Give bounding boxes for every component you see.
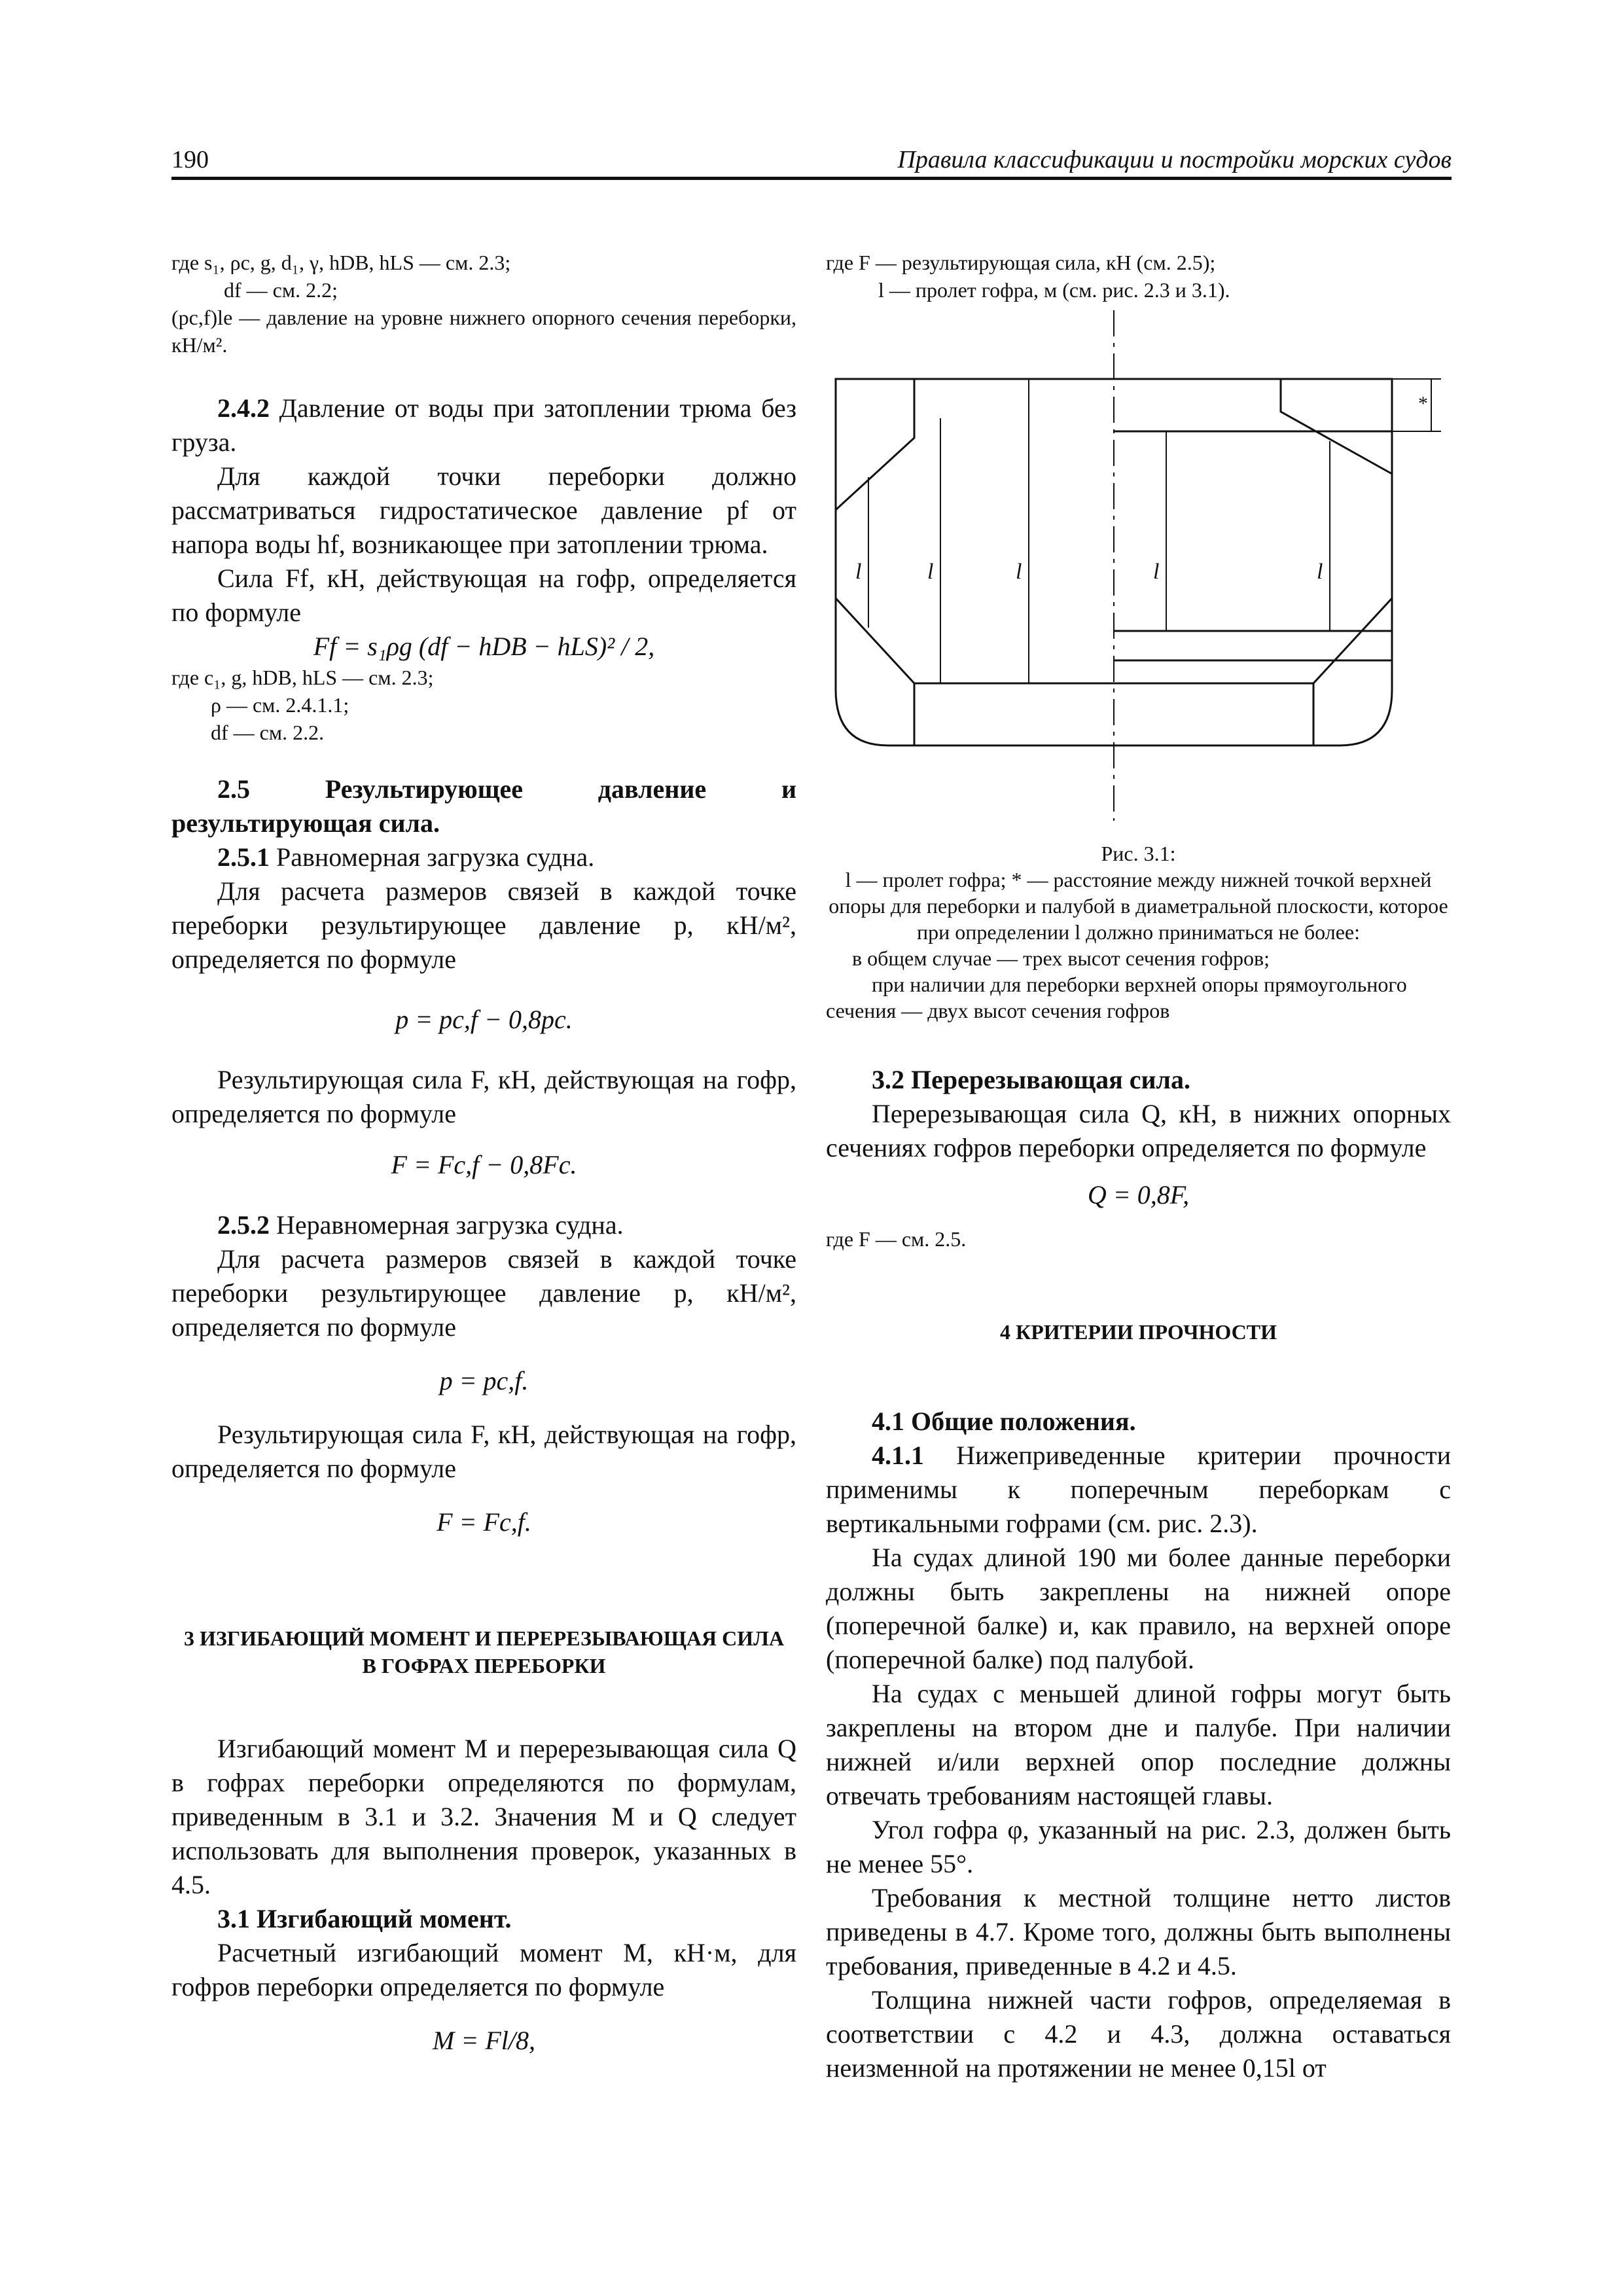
formula-p1: p = pc,f − 0,8pc. xyxy=(395,1005,573,1034)
page-number: 190 xyxy=(171,146,209,173)
running-title: Правила классификации и постройки морских судов xyxy=(897,146,1452,173)
formula-f1: F = Fc,f − 0,8Fc. xyxy=(391,1150,577,1179)
where-list-1b: df — см. 2.2; xyxy=(224,278,338,302)
section-4-1-1-paragraph-1: 4.1.1 Нижеприведенные критерии прочности применимы к поперечным переборкам с вертикальными гофрами (см. рис. 2.3). xyxy=(826,1441,1451,1538)
section-4-1-1-paragraph-4: Угол гофра φ, указанный на рис. 2.3, должен быть не менее 55°. xyxy=(826,1815,1451,1878)
figure-3-1 xyxy=(826,304,1451,840)
span-label-1: l xyxy=(855,560,862,584)
section-3-2-heading: 3.2 Перерезывающая сила. xyxy=(872,1065,1190,1094)
section-2-5-2-heading: 2.5.2 Неравномерная загрузка судна. xyxy=(217,1210,624,1240)
top-side-tank-right xyxy=(1281,379,1392,474)
where-list-1c: (pc,f)le — давление на уровне нижнего опорного сечения переборки, кН/м². xyxy=(171,306,796,357)
section-2-5-2-paragraph-2: Результирующая сила F, кН, действующая на гофр, определяется по формуле xyxy=(171,1420,796,1483)
where-list-2b: ρ — см. 2.4.1.1; xyxy=(211,693,349,717)
where-list-3: где F — результирующая сила, кН (см. 2.5); xyxy=(826,251,1216,274)
section-4-1-heading: 4.1 Общие положения. xyxy=(872,1407,1136,1436)
formula-ff: Ff = s₁ρg (df − hDB − hLS)² / 2, xyxy=(313,632,655,661)
star-label: * xyxy=(1418,393,1428,414)
span-label-4: l xyxy=(1153,560,1160,584)
section-4-1-1-paragraph-5: Требования к местной толщине нетто листов приведены в 4.7. Кроме того, должны быть выполнены требования, приведенные в 4.2 и 4.5. xyxy=(826,1883,1451,1981)
span-label-5: l xyxy=(1317,560,1323,584)
formula-f2: F = Fc,f. xyxy=(437,1507,531,1537)
section-3-heading-line-2: В ГОФРАХ ПЕРЕБОРКИ xyxy=(362,1654,606,1677)
figure-caption-line-2: в общем случае — трех высот сечения гофров; xyxy=(852,946,1270,970)
where-list-2: где c₁, g, hDB, hLS — см. 2.3; xyxy=(171,666,434,689)
top-side-tank-left xyxy=(836,379,914,510)
section-3-heading-line-1: 3 ИЗГИБАЮЩИЙ МОМЕНТ И ПЕРЕРЕЗЫВАЮЩАЯ СИЛА xyxy=(183,1626,785,1650)
formula-q: Q = 0,8F, xyxy=(1087,1180,1190,1210)
span-label-2: l xyxy=(927,560,934,584)
section-2-5-1-heading: 2.5.1 Равномерная загрузка судна. xyxy=(217,842,595,872)
where-list-3b: l — пролет гофра, м (см. рис. 2.3 и 3.1). xyxy=(878,278,1230,302)
span-label-3: l xyxy=(1016,560,1022,584)
section-4-heading: 4 КРИТЕРИИ ПРОЧНОСТИ xyxy=(1000,1320,1277,1344)
section-2-5-1-paragraph-1: Для расчета размеров связей в каждой точке переборки результирующее давление p, кН/м², определяется по формуле xyxy=(171,876,796,974)
section-3-1-heading: 3.1 Изгибающий момент. xyxy=(217,1904,512,1933)
section-2-5-2-paragraph-1: Для расчета размеров связей в каждой точке переборки результирующее давление p, кН/м², определяется по формуле xyxy=(171,1244,796,1342)
figure-caption-line-1: l — пролет гофра; * — расстояние между нижней точкой верхней опоры для переборки и палубой в диаметральной плоскости, которое при определении l должно приниматься не более: xyxy=(829,868,1448,944)
section-2-4-2-paragraph-2: Сила Ff, кН, действующая на гофр, определяется по формуле xyxy=(171,564,796,627)
section-3-paragraph-1: Изгибающий момент M и перерезывающая сила Q в гофрах переборки определяются по формулам, приведенным в 3.1 и 3.2. Значения M и Q следует использовать для выполнения проверок, указанных в 4.5. xyxy=(171,1734,796,1899)
section-3-1-paragraph-1: Расчетный изгибающий момент M, кН·м, для гофров переборки определяется по формуле xyxy=(171,1938,796,2001)
left-column xyxy=(171,249,796,2058)
section-2-4-2-heading: 2.4.2 Давление от воды при затоплении трюма без груза. xyxy=(171,393,796,457)
formula-m: M = Fl/8, xyxy=(433,2026,535,2055)
header-rule xyxy=(171,177,1452,180)
figure-caption-title: Рис. 3.1: xyxy=(1101,842,1176,865)
formula-p2: p = pc,f. xyxy=(439,1366,529,1395)
section-2-4-2-paragraph-1: Для каждой точки переборки должно рассматриваться гидростатическое давление pf от напора воды hf, возникающее при затоплении трюма. xyxy=(171,461,796,559)
section-4-1-1-paragraph-6: Толщина нижней части гофров, определяемая в соответствии с 4.2 и 4.3, должна оставаться неизменной на протяжении не менее 0,15l от xyxy=(826,1985,1451,2083)
section-2-5-heading: 2.5 Результирующее давление и результирующая сила. xyxy=(171,774,796,838)
where-list-1: где s₁, ρc, g, d₁, γ, hDB, hLS — см. 2.3; xyxy=(171,251,511,274)
section-4-1-1-paragraph-2: На судах длиной 190 ми более данные переборки должны быть закреплены на нижней опоре (поперечной балке) и, как правило, на верхней опоре (поперечной балке) под палубой. xyxy=(826,1543,1451,1674)
section-3-2-paragraph-1: Перерезывающая сила Q, кН, в нижних опорных сечениях гофров переборки определяется по формуле xyxy=(826,1099,1451,1162)
section-2-5-1-paragraph-2: Результирующая сила F, кН, действующая на гофр, определяется по формуле xyxy=(171,1065,796,1128)
right-column xyxy=(826,249,1451,2085)
figure-caption-line-3: при наличии для переборки верхней опоры прямоугольного сечения — двух высот сечения гофров xyxy=(826,973,1407,1022)
section-4-1-1-paragraph-3: На судах с меньшей длиной гофры могут быть закреплены на втором дне и палубе. При наличии нижней и/или верхней опор последние должны отвечать требованиям настоящей главы. xyxy=(826,1679,1451,1810)
where-list-4: где F — см. 2.5. xyxy=(826,1227,967,1251)
where-list-2c: df — см. 2.2. xyxy=(211,721,325,744)
